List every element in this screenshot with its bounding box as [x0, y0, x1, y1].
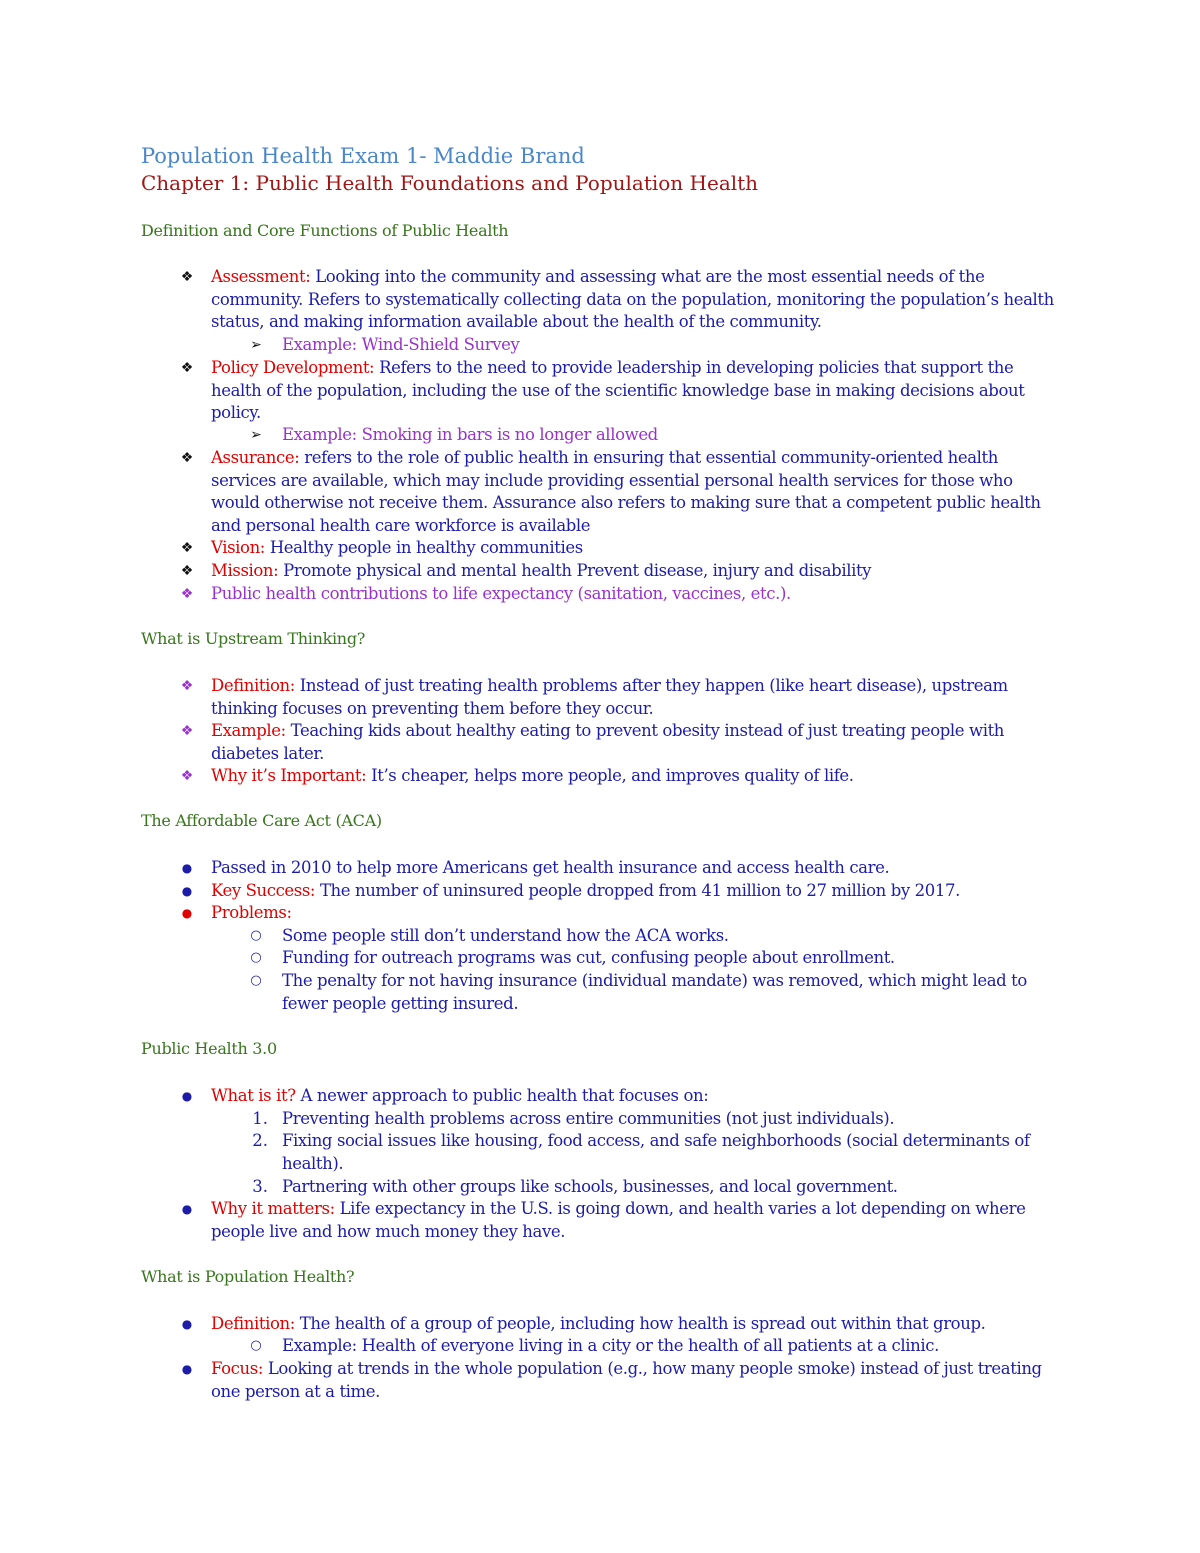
- section-heading-upstream: What is Upstream Thinking?: [141, 629, 366, 648]
- list-item-life-expectancy: ❖ Public health contributions to life expectancy (sanitation, vaccines, etc.).: [211, 583, 1061, 606]
- diamond-bullet-icon: ❖: [180, 586, 194, 602]
- list-item-pop-focus: ● Focus: Looking at trends in the whole population (e.g., how many people smoke) instead of just treating one person at a time.: [211, 1358, 1061, 1403]
- open-bullet-icon: ○: [250, 928, 262, 943]
- filled-bullet-icon: ●: [181, 1317, 193, 1331]
- diamond-bullet-icon: ❖: [180, 563, 194, 579]
- arrow-bullet-icon: ➢: [250, 337, 262, 353]
- filled-bullet-icon: ●: [181, 1089, 193, 1103]
- chapter-title: Chapter 1: Public Health Foundations and Population Health: [141, 171, 759, 195]
- list-item-aca-problem-funding: ○ Funding for outreach programs was cut, confusing people about enrollment.: [282, 947, 1062, 970]
- list-item-assessment: ❖ Assessment: Looking into the community and assessing what are the most essential needs of the community. Refers to systematically collecting data on the population, monitoring the population’s health status, and making information available about the health of the community.: [211, 266, 1061, 334]
- diamond-bullet-icon: ❖: [180, 768, 194, 784]
- section-heading-core-functions: Definition and Core Functions of Public Health: [141, 221, 509, 240]
- list-item-policy-development: ❖ Policy Development: Refers to the need to provide leadership in developing policies that support the health of the population, including the use of the scientific knowledge base in making decisions about policy.: [211, 357, 1061, 425]
- list-item-ph3-point-1: 1. Preventing health problems across entire communities (not just individuals).: [282, 1108, 1062, 1131]
- list-item-ph3-point-3: 3. Partnering with other groups like schools, businesses, and local government.: [282, 1176, 1062, 1199]
- list-item-upstream-importance: ❖ Why it’s Important: It’s cheaper, helps more people, and improves quality of life.: [211, 765, 1061, 788]
- filled-bullet-icon: ●: [181, 884, 193, 898]
- arrow-bullet-icon: ➢: [250, 427, 262, 443]
- list-number: 3.: [252, 1177, 268, 1196]
- list-item-aca-passed: ● Passed in 2010 to help more Americans get health insurance and access health care.: [211, 857, 1061, 880]
- document-title: Population Health Exam 1- Maddie Brand: [141, 144, 585, 168]
- list-item-assurance: ❖ Assurance: refers to the role of public health in ensuring that essential community-oriented health services are available, which may include providing essential personal health services for those who would otherwise not receive them. Assurance also refers to making sure that a competent public health and personal health care workforce is available: [211, 447, 1061, 537]
- list-item-mission: ❖ Mission: Promote physical and mental health Prevent disease, injury and disability: [211, 560, 1061, 583]
- list-item-ph3-why: ● Why it matters: Life expectancy in the U.S. is going down, and health varies a lot depending on where people live and how much money they have.: [211, 1198, 1061, 1243]
- list-item-upstream-definition: ❖ Definition: Instead of just treating health problems after they happen (like heart disease), upstream thinking focuses on preventing them before they occur.: [211, 675, 1061, 720]
- list-item-upstream-example: ❖ Example: Teaching kids about healthy eating to prevent obesity instead of just treating people with diabetes later.: [211, 720, 1061, 765]
- open-bullet-icon: ○: [250, 1338, 262, 1353]
- diamond-bullet-icon: ❖: [180, 360, 194, 376]
- list-item-pop-definition: ● Definition: The health of a group of people, including how health is spread out within that group.: [211, 1313, 1061, 1336]
- list-item-aca-problem-mandate: ○ The penalty for not having insurance (individual mandate) was removed, which might lead to fewer people getting insured.: [282, 970, 1062, 1015]
- diamond-bullet-icon: ❖: [180, 269, 194, 285]
- diamond-bullet-icon: ❖: [180, 540, 194, 556]
- filled-bullet-icon: ●: [181, 861, 193, 875]
- list-number: 1.: [252, 1109, 268, 1128]
- diamond-bullet-icon: ❖: [180, 450, 194, 466]
- list-item-aca-problems: ● Problems:: [211, 902, 1061, 925]
- open-bullet-icon: ○: [250, 950, 262, 965]
- list-item-ph3-what: ● What is it? A newer approach to public health that focuses on:: [211, 1085, 1061, 1108]
- section-heading-aca: The Affordable Care Act (ACA): [141, 811, 382, 830]
- list-number: 2.: [252, 1131, 268, 1150]
- list-item-vision: ❖ Vision: Healthy people in healthy communities: [211, 537, 1061, 560]
- list-item-ph3-point-2: 2. Fixing social issues like housing, food access, and safe neighborhoods (social determinants of health).: [282, 1130, 1062, 1175]
- filled-bullet-icon: ●: [181, 1362, 193, 1376]
- filled-bullet-icon: ●: [181, 1202, 193, 1216]
- list-item-pop-example: ○ Example: Health of everyone living in a city or the health of all patients at a clinic.: [282, 1335, 1062, 1358]
- open-bullet-icon: ○: [250, 973, 262, 988]
- diamond-bullet-icon: ❖: [180, 723, 194, 739]
- list-item-example-windshield: ➢ Example: Wind-Shield Survey: [282, 334, 1062, 357]
- filled-bullet-icon: ●: [181, 906, 193, 920]
- list-item-aca-key-success: ● Key Success: The number of uninsured people dropped from 41 million to 27 million by 2017.: [211, 880, 1061, 903]
- section-heading-population-health: What is Population Health?: [141, 1267, 355, 1286]
- list-item-aca-problem-understanding: ○ Some people still don’t understand how the ACA works.: [282, 925, 1062, 948]
- list-item-example-smoking: ➢ Example: Smoking in bars is no longer allowed: [282, 424, 1062, 447]
- diamond-bullet-icon: ❖: [180, 678, 194, 694]
- section-heading-ph3: Public Health 3.0: [141, 1039, 277, 1058]
